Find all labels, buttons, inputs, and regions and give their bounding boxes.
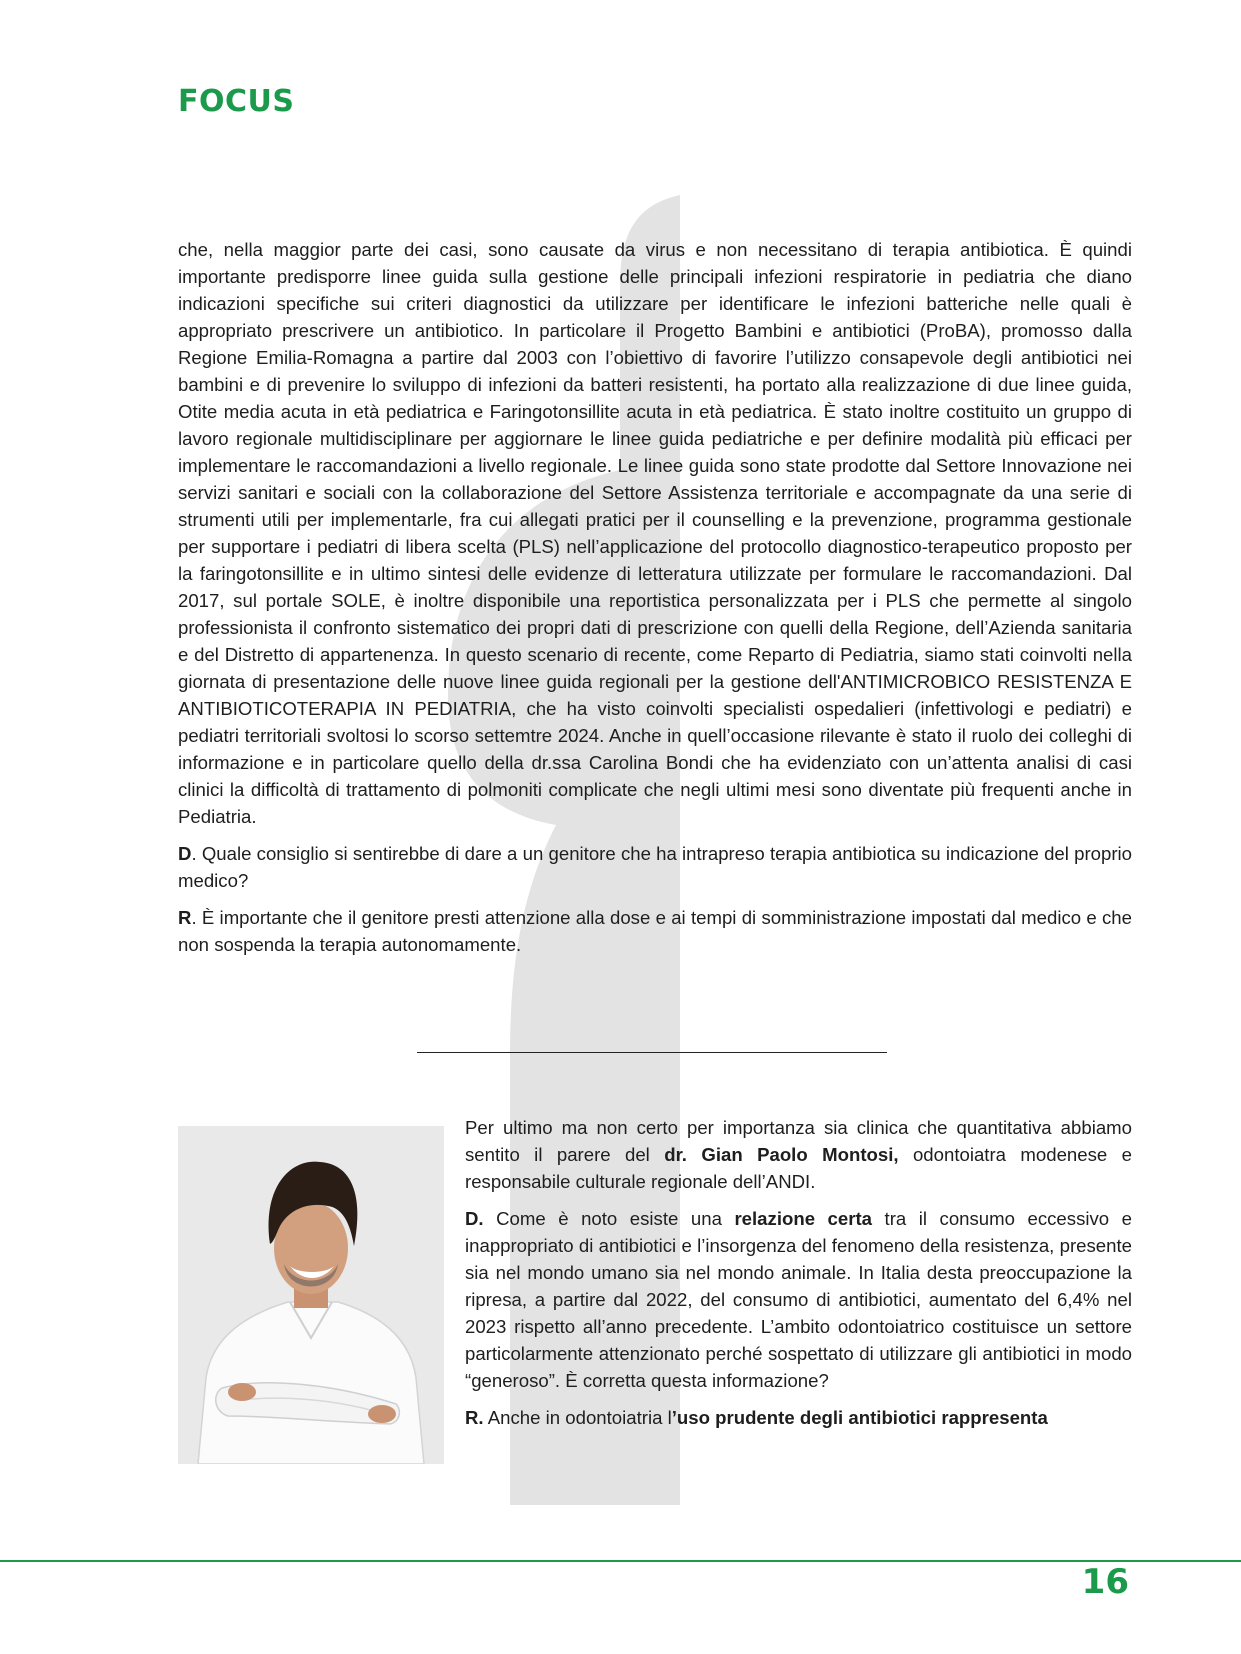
answer-text: Anche in odontoiatria l	[483, 1407, 672, 1428]
interviewee-name: dr. Gian Paolo Montosi,	[664, 1144, 899, 1165]
answer-text: . È importante che il genitore presti attenzione alla dose e ai tempi di somministrazione impostati dal medico e che non sospenda la terapia autonomamente.	[178, 907, 1132, 955]
question-label: D.	[465, 1208, 484, 1229]
intro-text-end: odontoiatra modenese e responsabile culturale regionale dell’ANDI.	[465, 1144, 1132, 1192]
question-text: . Quale consiglio si sentirebbe di dare a un genitore che ha intrapreso terapia antibiotica su indicazione del proprio medico?	[178, 843, 1132, 891]
interview-question	[465, 1205, 1132, 1394]
page-number: 16	[1081, 1562, 1129, 1602]
portrait-photo	[178, 1126, 444, 1464]
question-emphasis: relazione certa	[734, 1208, 873, 1229]
footer-rule	[0, 1560, 1241, 1562]
question-text: Come è noto esiste una	[483, 1208, 735, 1229]
interview-column	[465, 1114, 1132, 1431]
interview-answer	[465, 1404, 1132, 1431]
section-divider	[417, 1052, 887, 1053]
interview-intro	[465, 1114, 1132, 1195]
question-label: D	[178, 843, 192, 864]
answer-label: R	[178, 907, 192, 928]
answer-paragraph	[178, 904, 1132, 958]
section-label: FOCUS	[178, 84, 295, 119]
answer-emphasis: ’uso prudente degli antibiotici rappresenta	[671, 1407, 1048, 1428]
body-paragraph: che, nella maggior parte dei casi, sono causate da virus e non necessitano di terapia antibiotica. È quindi importante predisporre linee guida sulla gestione delle principali infezioni respiratorie in pediatria che diano indicazioni specifiche sui criteri diagnostici da utilizzare per identificare le infezioni batteriche nelle quali è appropriato prescrivere un antibiotico. In particolare il Progetto Bambini e antibiotici (ProBA), promosso dalla Regione Emilia-Romagna a partire dal 2003 con l’obiettivo di favorire l’utilizzo consapevole degli antibiotici nei bambini e di prevenire lo sviluppo di infezioni da batteri resistenti, ha portato alla realizzazione di due linee guida, Otite media acuta in età pediatrica e Faringotonsillite acuta in età pediatrica. È stato inoltre costituito un gruppo di lavoro regionale multidisciplinare per aggiornare le linee guida pediatriche e per definire modalità più efficaci per implementare le raccomandazioni a livello regionale. Le linee guida sono state prodotte dal Settore Innovazione nei servizi sanitari e sociali con la collaborazione del Settore Assistenza territoriale e accompagnate da una serie di strumenti utili per implementarle, fra cui allegati pratici per il counselling e la prevenzione, programma gestionale per supportare i pediatri di libera scelta (PLS) nell’applicazione del protocollo diagnostico-terapeutico proposto per la faringotonsillite e in ultimo sintesi delle evidenze di letteratura utilizzate per formulare le raccomandazioni. Dal 2017, sul portale SOLE, è inoltre disponibile una reportistica personalizzata per i PLS che permette al singolo professionista il confronto sistematico dei propri dati di prescrizione con quelli della Regione, dell’Azienda sanitaria e del Distretto di appartenenza. In questo scenario di recente, come Reparto di Pediatria, siamo stati coinvolti nella giornata di presentazione delle nuove linee guida regionali per la gestione dell'ANTIMICROBICO RESISTENZA E ANTIBIOTICOTERAPIA IN PEDIATRIA, che ha visto coinvolti specialisti ospedalieri (infettivologi e pediatri) e pediatri territoriali svoltosi lo scorso settemtre 2024. Anche in quell’occasione rilevante è stato il ruolo dei colleghi di informazione e in particolare quello della dr.ssa Carolina Bondi che ha evidenziato con un’attenta analisi di casi clinici la difficoltà di trattamento di polmoniti complicate che negli ultimi mesi sono diventate più frequenti anche in Pediatria.	[178, 239, 1132, 827]
portrait-illustration	[178, 1126, 444, 1464]
answer-label: R.	[465, 1407, 484, 1428]
article-body	[178, 236, 1132, 958]
question-text-end: tra il consumo eccessivo e inappropriato di antibiotici e l’insorgenza del fenomeno della resistenza, presente sia nel mondo umano sia nel mondo animale. In Italia desta preoccupazione la ripresa, a partire dal 2022, del consumo di antibiotici, aumentato del 6,4% nel 2023 rispetto all’anno precedente. L’ambito odontoiatrico costituisce un settore particolarmente attenzionato perché sospettato di utilizzare gli antibiotici in modo “generoso”. È corretta questa informazione?	[465, 1208, 1132, 1391]
question-paragraph	[178, 840, 1132, 894]
intro-text: Per ultimo ma non certo per importanza sia clinica che quantitativa abbiamo sentito il parere del	[465, 1117, 1132, 1165]
